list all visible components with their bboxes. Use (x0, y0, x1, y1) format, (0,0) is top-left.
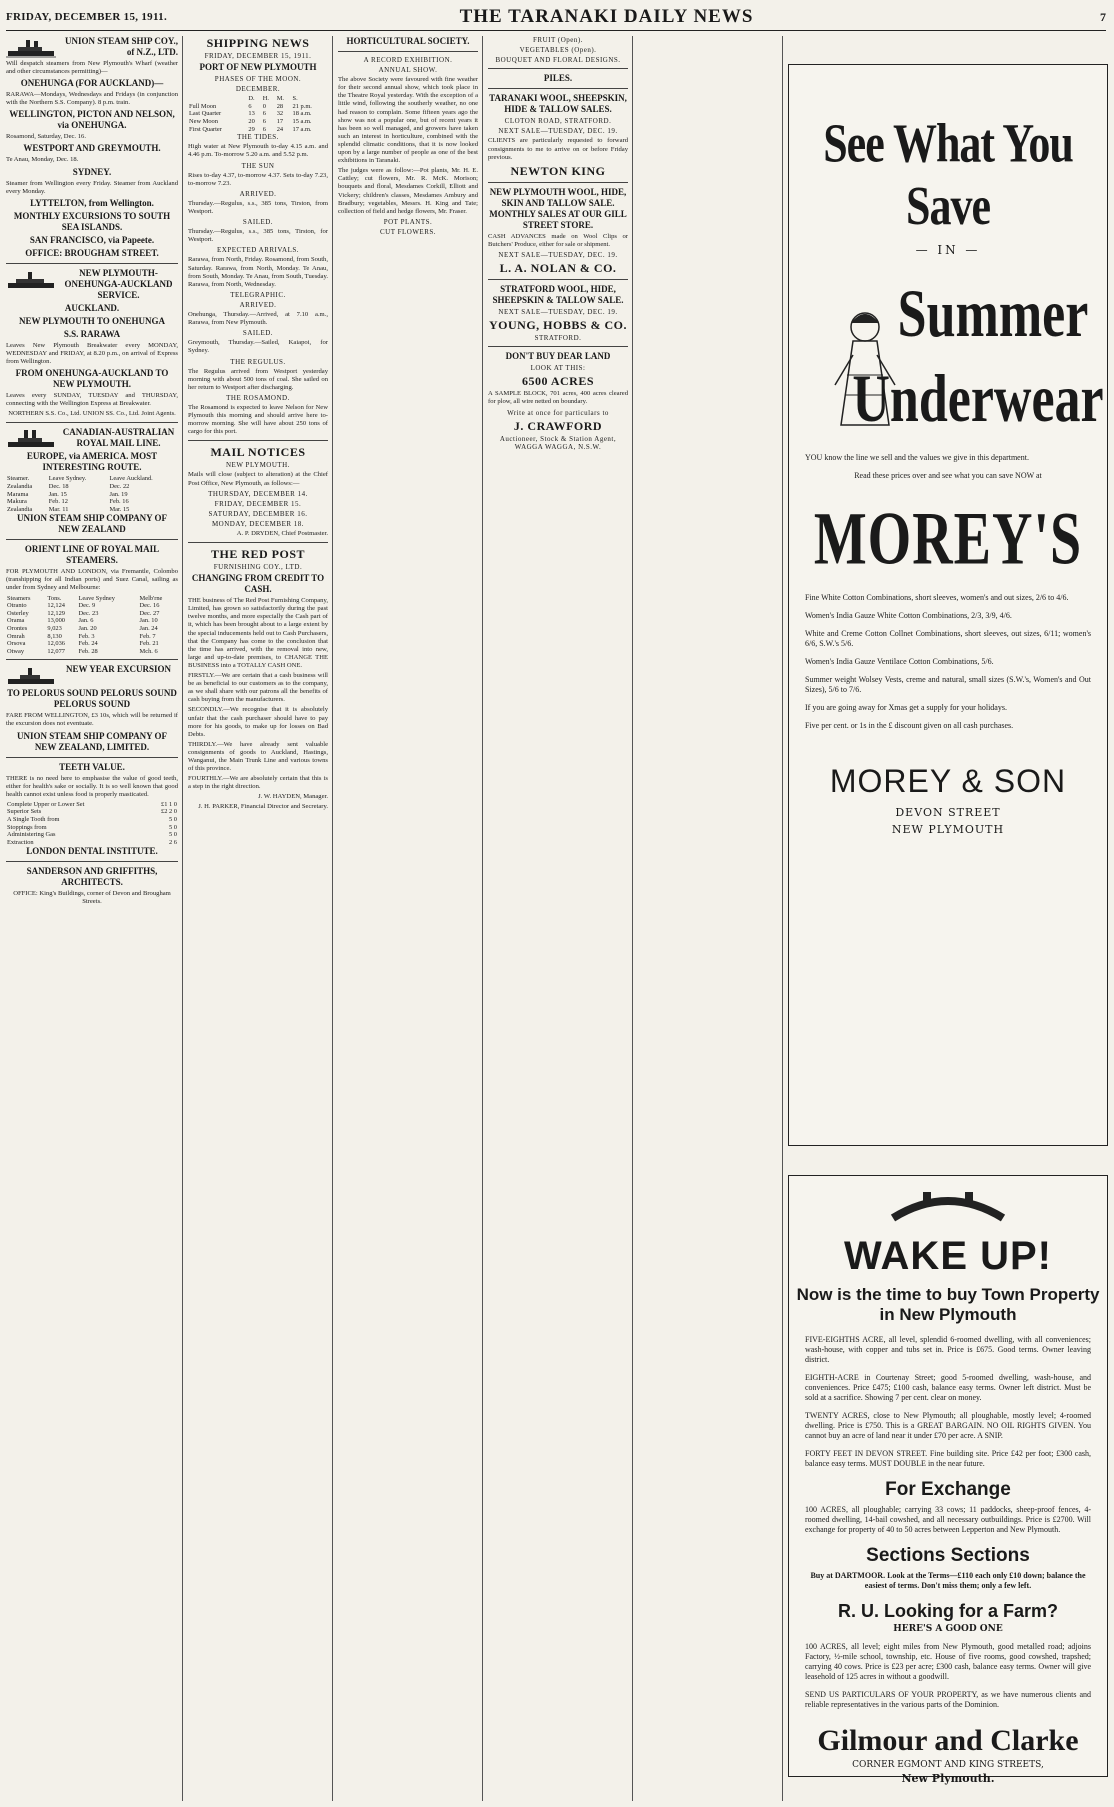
write-text: Write at once for particulars to (507, 408, 609, 417)
pot-plants-heading: POT PLANTS. (383, 217, 433, 226)
clients-text: CLIENTS are particularly requested to forward consignments to me to arrive on or before Friday previous. (488, 137, 628, 161)
morey-line-6: If you are going away for Xmas get a supply for your holidays. (805, 703, 1007, 712)
union-nz-heading: UNION STEAM SHIP COMPANY OF NEW ZEALAND (16, 513, 167, 535)
table-row: Orontes 9,023 Jan. 20 Jan. 24 (7, 624, 158, 632)
horticultural-intro: The above Society were favoured with fine weather for their second annual show, which took place in the Theatre Royal yesterday. With the exception of a little wind, following the southerly weather, no one had reason to complain. Some fifteen years ago the show was not a popular one, but of recent years it has been so well managed, and growers have taken such an interest in horticulture, combined with the splendid climatic conditions, that it is now looked upon by a large number of people as one of the best exhibitions in Taranaki. (338, 76, 478, 165)
table-row: Administering Gas 5 0 (7, 831, 177, 839)
morey-line-2: Women's India Gauze White Cotton Combinations, 2/3, 3/9, 4/6. (805, 611, 1012, 620)
from-onehunga-text: Leaves every SUNDAY, TUESDAY and THURSDAY, connecting with the Wellington Express at Breakwater. (6, 392, 178, 408)
mail-notices-heading: MAIL NOTICES (210, 445, 306, 460)
usscoy-heading: UNION STEAM SHIP COY., of N.Z., LTD. (65, 36, 178, 57)
masthead (6, 4, 1106, 31)
rosamond-text: Rosamond, Saturday, Dec. 16. (6, 133, 86, 141)
table-row: Complete Upper or Lower Set £1 1 0 (7, 800, 177, 808)
rarawa-text: RARAWA—Mondays, Wednesdays and Fridays (in conjunction with the Northern S.S. Company). 8 p.m. train. (6, 91, 178, 107)
good-one-label: HERE'S A GOOD ONE (893, 1624, 1003, 1634)
orient-heading: ORIENT LINE OF ROYAL MAIL STEAMERS. (24, 544, 160, 566)
newyear-heading: NEW YEAR EXCURSION (65, 664, 172, 675)
sun-heading: THE SUN (241, 161, 275, 170)
from-onehunga-heading: FROM ONEHUNGA-AUCKLAND TO NEW PLYMOUTH. (15, 368, 169, 390)
morey-and-son: MOREY & SON (829, 763, 1067, 799)
table-row: Last Quarter 13 6 32 18 a.m. (189, 110, 312, 118)
gilmour-p2: EIGHTH-ACRE in Courtenay Street; good 5-roomed dwelling, wash-house, and conveniences. Price £475; £100 cash, balance easy terms. Owner left district. Must be sold at a sacrifice. Showing 7 per cent. clear on money. (805, 1373, 1091, 1402)
mail-text: Mails will close (subject to alteration) at the Chief Post Office, New Plymouth, as follows:— (188, 471, 328, 487)
farm-text: 100 ACRES, all level; eight miles from New Plymouth, good metalled road; adjoins Factory, ½-mile school, township, etc. House of five rooms, good cowshed, trapshed; carrying 40 cows. Price is £23 per acre; £300 cash, balance easy terms. Owner will give leasehold of 125 acres in without a goodwill. (805, 1642, 1091, 1681)
column-rule (632, 36, 633, 1801)
morey-advertisement (788, 64, 1108, 1146)
fourthly-text: FOURTHLY.—We are absolutely certain that this is a step in the right direction. (188, 775, 328, 791)
steamship-icon (6, 37, 56, 59)
wake-up-heading: WAKE UP! (844, 1234, 1052, 1278)
arrived2-text: Onehunga, Thursday.—Arrived, at 7.10 a.m., Rarawa, from New Plymouth. (188, 311, 328, 327)
sample-text: A SAMPLE BLOCK, 701 acres, 400 acres cleared for plow, all wire netted on boundary. (488, 390, 628, 406)
table-row: Makura Feb. 12 Feb. 16 (7, 498, 129, 506)
saturday-heading: SATURDAY, DECEMBER 16. (208, 509, 308, 518)
red-post-heading: THE RED POST (210, 547, 306, 562)
morey-line-5: Summer weight Wolsey Vests, creme and natural, small sizes (S.W.'s, Women's and Out Sizes), 5/6 to 7/6. (805, 675, 1091, 694)
column-results-ads (488, 36, 628, 1801)
cut-flowers-heading: CUT FLOWERS. (379, 227, 437, 236)
morey-np: NEW PLYMOUTH (891, 823, 1005, 836)
nolan-heading: L. A. NOLAN & CO. (499, 261, 617, 276)
teanau-text: Te Anau, Monday, Dec. 18. (6, 156, 79, 164)
red-post-text: THE business of The Red Post Furnishing Company, Limited, has grown so satisfactorily during the past twelve months, and more especially the Cash part of it, which has been brought about to a large extent by the special inducements held out to Cash Purchasers, that the Company has come to the conclusion that the time has arrived, with the removal into new, large and up-to-date premises, to CHANGE THE BUSINESS into a TOTALLY CASH ONE. (188, 597, 328, 669)
regulus-heading: THE REGULUS. (230, 357, 286, 366)
orient-text: FOR PLYMOUTH AND LONDON, via Fremantle, Colombo (transhipping for all Indian ports) and Suez Canal, sailing as under from Sydney and Melbourne: (6, 568, 178, 592)
rosamond-heading: THE ROSAMOND. (226, 393, 290, 402)
canadian-table: Steamer. Leave Sydney. Leave Auckland. Zealandia Dec. 18 Dec. 22 Marama Jan. 15 Jan. 19 Makura Feb. 12 Feb. 16 Zealandia Mar. 11 Mar. 15 (6, 475, 178, 513)
expected-heading: EXPECTED ARRIVALS. (217, 246, 299, 255)
np-wool-heading: NEW PLYMOUTH WOOL, HIDE, SKIN AND TALLOW SALE. MONTHLY SALES AT OUR GILL STREET STORE. (489, 186, 627, 230)
table-row: Otway 12,077 Feb. 28 Mch. 6 (7, 647, 158, 655)
column-rule (332, 36, 333, 1801)
table-row: First Quarter 29 6 24 17 a.m. (189, 125, 312, 133)
sailed2-heading: SAILED. (242, 329, 274, 338)
table-row: Orama 13,000 Jan. 6 Jan. 10 (7, 617, 158, 625)
morey-line-7: Five per cent. or 1s in the £ discount given on all cash purchases. (805, 721, 1014, 730)
steamship-icon (6, 269, 56, 291)
thirdly-text: THIRDLY.—We have already sent valuable consignments of goods to Auckland, Hastings, Wanganui, the Main Trunk Line and various towns of this province. (188, 740, 328, 773)
masthead-date: FRIDAY, DECEMBER 15, 1911. (6, 11, 168, 23)
canadian-heading: CANADIAN-AUSTRALIAN ROYAL MAIL LINE. (62, 427, 175, 449)
exchange-heading: For Exchange (885, 1479, 1011, 1500)
next-sale-3: NEXT SALE—TUESDAY, DEC. 19. (498, 308, 618, 317)
exchange-text: 100 ACRES, all ploughable; carrying 33 cows; 11 paddocks, sheep-proof fences, 4-roomed dwelling, 14-bail cowshed, and all necessary outbuildings. Price is £2700. Will exchange for property of 40 to 50 acres between Lepperton and New Plymouth. (805, 1505, 1091, 1534)
pelorus-heading: TO PELORUS SOUND PELORUS SOUND PELORUS SOUND (7, 688, 177, 710)
judges-text: The judges were as follow:—Pot plants, Mr. H. E. Cattley; cut flowers, Mr. R. McK. Morison; bouquets and floral, Mesdames Corkill, Elliott and Vickery; children's classes, Mesdames Ambury and Bradbury; vegetables, Messrs. H. King and Tate; collection of field and hedge flowers, Mr. Fraser. (338, 167, 478, 215)
morey-read-text: Read these prices over and see what you can save NOW at (854, 471, 1042, 480)
usscoy-intro: Will despatch steamers from New Plymouth's Wharf (weather and other circumstances permitting)— (6, 60, 178, 76)
sailed-text: Thursday.—Regulus, s.s., 385 tons, Tirston, for Westport. (188, 228, 328, 244)
see-what-you-save: See What You Save (823, 112, 1073, 237)
column-shipping-ads (6, 36, 178, 1801)
phases-heading: PHASES OF THE MOON. (214, 75, 302, 84)
morey-line-1: Fine White Cotton Combinations, short sleeves, women's and out sizes, 2/6 to 4/6. (805, 593, 1069, 602)
table-row: Extraction 2 6 (7, 838, 177, 846)
np-to-onehunga-heading: NEW PLYMOUTH TO ONEHUNGA (19, 315, 165, 326)
page-number: 7 (1100, 9, 1106, 24)
telegraphic-heading: TELEGRAPHIC. (230, 290, 286, 299)
record-heading: A RECORD EXHIBITION. (363, 56, 453, 64)
manager-signature: J. W. HAYDEN, Manager. (258, 793, 328, 801)
thursday-heading: THURSDAY, DECEMBER 14. (208, 489, 308, 498)
sanfran-heading: SAN FRANCISCO, via Papeete. (29, 234, 155, 245)
sections-heading: Sections Sections (866, 1545, 1030, 1566)
teeth-text: THERE is no need here to emphasise the value of good teeth, either for health's sake or socially. It is so well known that good health cannot exist unless food is properly masticated. (6, 774, 178, 798)
farm-heading: R. U. Looking for a Farm? (837, 1601, 1058, 1621)
column-rule (782, 36, 783, 1801)
fare-text: FARE FROM WELLINGTON, £3 10s, which will be returned if the excursion does not eventuate. (6, 712, 178, 728)
sanderson-office: OFFICE: King's Buildings, corner of Devon and Brougham Streets. (13, 890, 171, 906)
table-row: Osterley 12,129 Dec. 23 Dec. 27 (7, 609, 160, 617)
crawford-heading: J. CRAWFORD (513, 418, 603, 433)
young-hobbs-heading: YOUNG, HOBBS & CO. (488, 318, 627, 333)
annual-heading: ANNUAL SHOW. (378, 66, 438, 75)
steamship-icon (6, 665, 56, 687)
red-post-sub: FURNISHING COY., LTD. (213, 563, 303, 572)
table-row: Omrah 8,130 Feb. 3 Feb. 7 (7, 632, 156, 640)
underwear-heading: Underwear (852, 362, 1104, 437)
shipping-news-heading: SHIPPING NEWS (206, 36, 310, 50)
cloton-road: CLOTON ROAD, STRATFORD. (504, 117, 612, 126)
sun-text: Rises to-day 4.37, to-morrow 4.37. Sets to-day 7.23, to-morrow 7.23. (188, 171, 328, 187)
devon-street: DEVON STREET (895, 806, 1001, 819)
monthly-heading: MONTHLY EXCURSIONS TO SOUTH SEA ISLANDS. (13, 210, 171, 232)
mail-np: NEW PLYMOUTH. (225, 461, 290, 470)
morey-line-4: Women's India Gauze Ventilace Cotton Combinations, 5/6. (805, 657, 994, 666)
in-label: — IN — (915, 243, 981, 257)
table-row: A Single Tooth from 5 0 (7, 815, 177, 823)
now-heading: Now is the time to buy Town Property in New Plymouth (796, 1285, 1100, 1324)
gilmour-p4: FORTY FEET IN DEVON STREET. Fine building site. Price £42 per foot; £300 cash, balance easy terms. MUST DOUBLE in the near future. (805, 1449, 1091, 1468)
london-dental-heading: LONDON DENTAL INSTITUTE. (26, 846, 158, 857)
union-ltd-heading: UNION STEAM SHIP COMPANY OF NEW ZEALAND, LIMITED. (16, 730, 167, 752)
sydney-text: Steamer from Wellington every Friday. Steamer from Auckland every Monday. (6, 179, 178, 195)
look-at-this: LOOK AT THIS: (530, 364, 586, 373)
horticultural-heading: HORTICULTURAL SOCIETY. (346, 36, 470, 46)
onehunga-heading: ONEHUNGA (FOR AUCKLAND)— (20, 78, 164, 89)
regulus-text: The Regulus arrived from Westport yesterday morning with about 500 tons of coal. She sailed on her return to Westport after discharging. (188, 367, 328, 391)
column-rule (182, 36, 183, 1801)
director-signature: J. H. PARKER, Financial Director and Secretary. (198, 803, 328, 811)
morey-know-text: YOU know the line we sell and the values we give in this department. (805, 453, 1029, 462)
sanderson-heading: SANDERSON AND GRIFFITHS, ARCHITECTS. (26, 866, 158, 888)
table-row: Zealandia Dec. 18 Dec. 22 (7, 482, 130, 490)
northern-agents: NORTHERN S.S. Co., Ltd. UNION SS. Co., Ltd. Joint Agents. (8, 410, 176, 418)
december-label: DECEMBER. (235, 85, 281, 94)
arrived-text: Thursday.—Regulus, s.s., 385 tons, Tirston, from Westport. (188, 199, 328, 215)
crawford-sub: Auctioneer, Stock & Station Agent, WAGGA WAGGA, N.S.W. (499, 434, 617, 451)
europe-heading: EUROPE, via AMERICA. MOST INTERESTING ROUTE. (26, 451, 158, 473)
tides-text: High water at New Plymouth to-day 4.15 a.m. and 4.46 p.m. To-morrow 5.20 a.m. and 5.52 p.m. (188, 143, 328, 159)
piles-heading: PILES. (543, 73, 573, 84)
table-row: Marama Jan. 15 Jan. 19 (7, 490, 128, 498)
teeth-heading: TEETH VALUE. (59, 761, 125, 772)
arrived2-heading: ARRIVED. (239, 300, 277, 309)
expected-text: Rarawa, from North, Friday. Rosamond, from South, Saturday. Rarawa, from North, Monday. Te Anau, from South, Monday. Te Anau, from South, Tuesday. Rarawa, from North, Wednesday. (188, 256, 328, 288)
shipping-date: FRIDAY, DECEMBER 15, 1911. (204, 52, 312, 60)
rarawa2-heading: S.S. RARAWA (63, 328, 121, 339)
wellington-heading: WELLINGTON, PICTON AND NELSON, via ONEHUNGA. (9, 109, 175, 131)
auckland-heading: AUCKLAND. (64, 302, 120, 313)
westport-heading: WESTPORT AND GREYMOUTH. (23, 143, 161, 154)
sailed2-text: Greymouth, Thursday.—Sailed, Kaiapoi, for Sydney. (188, 339, 328, 355)
dont-buy-heading: DON'T BUY DEAR LAND (505, 351, 611, 362)
secondly-text: SECONDLY.—We recognise that it is absolutely unfair that the cash purchaser should have to pay more for his goods, to make up for losses on Bad Debts. (188, 706, 328, 738)
sailed-heading: SAILED. (242, 218, 274, 227)
orient-table: Steamers Tons. Leave Sydney Melb'rne Otranto 12,124 Dec. 9 Dec. 16 Osterley 12,129 Dec. 23 Dec. 27 Orama 13,000 Jan. 6 Jan. 10 Orontes 9,023 Jan. 20 Jan. 24 Omrah 8,130 Feb. 3 Feb. 7 Orsova 12,036 Feb. 24 Feb. 21 Otway 12,077 Feb. 28 Mch. 6 (6, 595, 178, 656)
fruit-heading: FRUIT (Open). (533, 36, 583, 44)
vegetables-heading: VEGETABLES (Open). (519, 46, 597, 55)
stratford-wool-heading: STRATFORD WOOL, HIDE, SHEEPSKIN & TALLOW SALE. (492, 284, 624, 306)
moreys-heading: MOREY'S (813, 497, 1083, 581)
firstly-text: FIRSTLY.—We are certain that a cash business will be as beneficial to our customers as to the company, as we shall share with our patrons all the benefits of cash buying from the manufacturers. (188, 672, 328, 704)
steamship-icon (6, 428, 56, 450)
moon-phase-table: D. H. M. S. Full Moon 6 0 28 21 p.m. Last Quarter 13 6 32 18 a.m. New Moon 20 6 17 15 a.m. First Quarter 29 6 24 17 a.m. (188, 95, 328, 133)
column-shipping-news (188, 36, 328, 1801)
send-text: SEND US PARTICULARS OF YOUR PROPERTY, as we have numerous clients and reliable representatives in the various parts of the Dominion. (805, 1690, 1091, 1709)
cash-advances-text: CASH ADVANCES made on Wool Clips or Butchers' Produce, either for sale or shipment. (488, 232, 628, 248)
next-sale: NEXT SALE—TUESDAY, DEC. 19. (498, 127, 618, 136)
table-row: Orsova 12,036 Feb. 24 Feb. 21 (7, 640, 159, 648)
gilmour-p1: FIVE-EIGHTHS ACRE, all level, splendid 6-roomed dwelling, with all conveniences; wash-house, with copper and tubs set in. Price is £675. Good terms. Owner leaving district. (805, 1335, 1091, 1364)
np-onehunga-heading: NEW PLYMOUTH-ONEHUNGA-AUCKLAND SERVICE. (64, 267, 173, 300)
table-row: Stoppings from 5 0 (7, 823, 177, 831)
gilmour-p3: TWENTY ACRES, close to New Plymouth; all ploughable, mostly level; 4-roomed dwelling. Price is £750. This is a GREAT BARGAIN. NO OIL RIGHTS GIVEN. You cannot buy an acre of land near it under £70 per acre. A SNIP. (805, 1411, 1091, 1440)
morey-line-3: White and Creme Cotton Collnet Combinations, short sleeves, out sizes, 6/11; women's 6/6, S.W.'s 5/6. (805, 629, 1091, 648)
alarm-clock-bells-icon (883, 1190, 1013, 1220)
postmaster-signature: A. P. DRYDEN, Chief Postmaster. (236, 530, 328, 537)
sections-text: Buy at DARTMOOR. Look at the Terms—£110 each only £10 down; balance the easiest of terms. Don't miss them; only a few left. (810, 1571, 1086, 1590)
friday-heading: FRIDAY, DECEMBER 15. (214, 499, 302, 508)
newton-king: NEWTON KING (510, 163, 606, 178)
next-sale-2: NEXT SALE—TUESDAY, DEC. 19. (498, 250, 618, 259)
summer-heading: Summer (897, 277, 1089, 352)
lyttelton-heading: LYTTELTON, from Wellington. (30, 197, 154, 208)
column-horticultural (338, 36, 478, 1801)
monday-heading: MONDAY, DECEMBER 18. (211, 519, 305, 528)
gilmour-np: New Plymouth. (901, 1772, 995, 1785)
table-row: Zealandia Mar. 11 Mar. 15 (7, 505, 130, 513)
office-heading: OFFICE: BROUGHAM STREET. (25, 247, 159, 258)
table-row: Superior Sets £2 2 0 (7, 808, 177, 816)
stratford-label: STRATFORD. (534, 334, 582, 343)
gilmour-clarke-heading: Gilmour and Clarke (817, 1724, 1079, 1757)
changing-heading: CHANGING FROM CREDIT TO CASH. (191, 573, 325, 595)
table-row: New Moon 20 6 17 15 a.m. (189, 118, 312, 126)
rosamond-text: The Rosamond is expected to leave Nelson for New Plymouth this morning and should arrive here to-morrow morning. She will have about 250 tons of cargo for this port. (188, 403, 328, 436)
acres-heading: 6500 ACRES (521, 374, 594, 389)
dental-price-table (6, 801, 178, 847)
bouquet-heading: BOUQUET AND FLORAL DESIGNS. (495, 56, 621, 65)
column-rule (482, 36, 483, 1801)
rarawa2-text: Leaves New Plymouth Breakwater every MONDAY, WEDNESDAY and FRIDAY, at 8.20 p.m., on arrival of Express from Wellington. (6, 341, 178, 365)
gilmour-corner: CORNER EGMONT AND KING STREETS, (852, 1760, 1044, 1770)
gilmour-advertisement (788, 1175, 1108, 1785)
sydney-heading: SYDNEY. (72, 166, 112, 177)
port-heading: PORT OF NEW PLYMOUTH (199, 62, 317, 73)
table-row: Full Moon 6 0 28 21 p.m. (189, 102, 312, 110)
table-row: Otranto 12,124 Dec. 9 Dec. 16 (7, 602, 160, 610)
taranaki-wool-heading: TARANAKI WOOL, SHEEPSKIN, HIDE & TALLOW SALES. (489, 93, 627, 115)
tides-heading: THE TIDES. (237, 133, 279, 142)
masthead-title: THE TARANAKI DAILY NEWS (459, 6, 754, 27)
arrived-heading: ARRIVED. (239, 189, 277, 198)
